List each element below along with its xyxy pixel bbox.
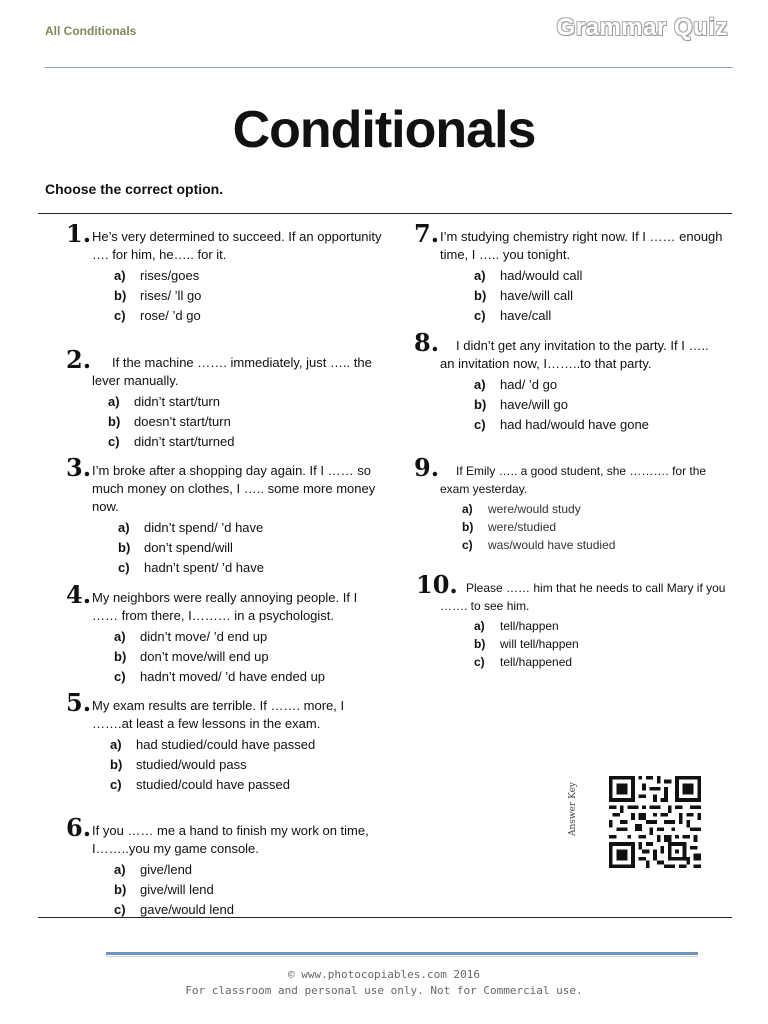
- option[interactable]: [474, 415, 725, 435]
- question-stem: I’m broke after a shopping day again. If I …… so much money on clothes, I ….. some more money now.: [92, 463, 376, 514]
- option-letter: a): [108, 394, 120, 409]
- footer-copyright: © www.photocopiables.com 2016: [287, 968, 481, 981]
- option-text: didn’t move/ ’d end up: [140, 629, 268, 644]
- option[interactable]: [108, 432, 382, 452]
- option-text: didn’t start/turned: [134, 434, 235, 449]
- question-number: 1.: [66, 219, 92, 248]
- question-stem: I’m studying chemistry right now. If I …… enough time, I ….. you tonight.: [440, 229, 723, 262]
- option-letter: c): [110, 777, 122, 792]
- option-letter: c): [114, 902, 126, 917]
- question-number: 7.: [414, 219, 440, 248]
- instruction: Choose the correct option.: [45, 181, 224, 197]
- option-text: hadn’t moved/ ’d have ended up: [140, 669, 326, 684]
- option[interactable]: [114, 667, 382, 687]
- option[interactable]: [108, 392, 382, 412]
- option-text: had had/would have gone: [500, 417, 649, 432]
- question-5: [66, 688, 382, 795]
- question-10: [416, 570, 730, 671]
- option-text: didn’t start/turn: [134, 394, 220, 409]
- option[interactable]: [118, 558, 382, 578]
- option-text: had studied/could have passed: [136, 737, 316, 752]
- question-number: 10.: [416, 570, 458, 599]
- option-text: have/will go: [500, 397, 568, 412]
- option-letter: c): [108, 434, 120, 449]
- option-text: rose/ ’d go: [140, 308, 201, 323]
- option-letter: a): [474, 268, 486, 283]
- question-9: [414, 453, 730, 554]
- bottom-rule: [38, 917, 732, 918]
- option-letter: c): [118, 560, 130, 575]
- option-text: doesn’t start/turn: [134, 414, 231, 429]
- option[interactable]: [474, 375, 725, 395]
- question-stem: He’s very determined to succeed. If an opportunity …. for him, he….. for it.: [92, 229, 382, 262]
- top-rule: [38, 213, 732, 214]
- option-text: were/studied: [488, 520, 557, 534]
- option-letter: b): [114, 649, 127, 664]
- question-number: 2.: [66, 345, 92, 374]
- footer-bar: [106, 952, 698, 955]
- option-letter: a): [114, 629, 126, 644]
- option[interactable]: [462, 518, 730, 536]
- option-letter: b): [114, 882, 127, 897]
- option[interactable]: [118, 518, 382, 538]
- option[interactable]: [108, 412, 382, 432]
- option[interactable]: [114, 880, 382, 900]
- option-letter: c): [474, 417, 486, 432]
- option[interactable]: [474, 266, 725, 286]
- option[interactable]: [114, 647, 382, 667]
- footer-bar-shadow: [106, 956, 698, 957]
- option-letter: c): [474, 308, 486, 323]
- question-8: [414, 328, 725, 435]
- question-stem: Please …… him that he needs to call Mary if you ……. to see him.: [440, 581, 726, 613]
- option-letter: a): [114, 862, 126, 877]
- option[interactable]: [474, 617, 730, 635]
- option[interactable]: [114, 306, 382, 326]
- option[interactable]: [114, 627, 382, 647]
- option-text: were/would study: [488, 502, 581, 516]
- option-text: give/will lend: [140, 882, 214, 897]
- question-stem: If the machine ……. immediately, just ….. the lever manually.: [92, 355, 372, 388]
- option-text: had/would call: [500, 268, 583, 283]
- option-text: have/call: [500, 308, 552, 323]
- question-stem: My neighbors were really annoying people. If I …… from there, I……… in a psychologist.: [92, 590, 358, 623]
- option-text: had/ ’d go: [500, 377, 558, 392]
- option-text: have/will call: [500, 288, 573, 303]
- option-text: studied/would pass: [136, 757, 247, 772]
- option-letter: b): [474, 288, 487, 303]
- option-letter: a): [118, 520, 130, 535]
- option[interactable]: [474, 653, 730, 671]
- option[interactable]: [110, 755, 382, 775]
- option-letter: a): [462, 502, 473, 516]
- option[interactable]: [474, 306, 725, 326]
- option-letter: c): [114, 669, 126, 684]
- option-letter: b): [118, 540, 131, 555]
- option[interactable]: [474, 635, 730, 653]
- option-letter: b): [108, 414, 121, 429]
- question-stem: My exam results are terrible. If ……. more, I …….at least a few lessons in the exam.: [92, 698, 345, 731]
- option-text: studied/could have passed: [136, 777, 290, 792]
- option[interactable]: [474, 395, 725, 415]
- option[interactable]: [118, 538, 382, 558]
- question-2: [66, 345, 382, 452]
- option-text: don’t move/will end up: [140, 649, 269, 664]
- option-text: give/lend: [140, 862, 193, 877]
- option[interactable]: [462, 536, 730, 554]
- question-4: [66, 580, 382, 687]
- option-letter: b): [114, 288, 127, 303]
- question-6: [66, 813, 382, 920]
- option-letter: c): [114, 308, 126, 323]
- option-letter: a): [110, 737, 122, 752]
- option-letter: a): [474, 619, 485, 633]
- question-stem: If you …… me a hand to finish my work on time, I……..you my game console.: [92, 823, 369, 856]
- option-text: rises/ ’ll go: [140, 288, 202, 303]
- question-3: [66, 453, 382, 578]
- option-letter: c): [474, 655, 485, 669]
- qr-code-icon[interactable]: [606, 776, 704, 868]
- option-text: gave/would lend: [140, 902, 234, 917]
- question-stem: I didn’t get any invitation to the party. If I ….. an invitation now, I……..to that party.: [440, 338, 709, 371]
- header-right-label: Grammar Quiz: [556, 14, 728, 41]
- option-letter: b): [474, 397, 487, 412]
- option-text: will tell/happen: [500, 637, 579, 651]
- option-text: didn’t spend/ ’d have: [144, 520, 264, 535]
- question-number: 4.: [66, 580, 92, 609]
- question-stem: If Emily ….. a good student, she ………. for the exam yesterday.: [440, 464, 707, 496]
- question-7: [414, 219, 725, 326]
- question-number: 3.: [66, 453, 92, 482]
- header-divider: [45, 67, 733, 68]
- option-text: rises/goes: [140, 268, 200, 283]
- footer-usage-note: For classroom and personal use only. Not for Commercial use.: [185, 984, 583, 997]
- question-number: 5.: [66, 688, 92, 717]
- header-left-label: All Conditionals: [45, 24, 137, 38]
- option[interactable]: [110, 775, 382, 795]
- answer-key-label: Answer Key: [568, 782, 578, 836]
- option[interactable]: [474, 286, 725, 306]
- page-title: Conditionals: [232, 101, 536, 159]
- option[interactable]: [114, 286, 382, 306]
- option-text: tell/happened: [500, 655, 573, 669]
- option-letter: a): [114, 268, 126, 283]
- option-letter: b): [462, 520, 474, 534]
- option-text: hadn’t spent/ ’d have: [144, 560, 264, 575]
- option-text: was/would have studied: [488, 538, 616, 552]
- question-number: 9.: [414, 453, 440, 482]
- option[interactable]: [114, 860, 382, 880]
- question-number: 6.: [66, 813, 92, 842]
- question-1: [66, 219, 382, 326]
- option-letter: a): [474, 377, 486, 392]
- option[interactable]: [462, 500, 730, 518]
- option[interactable]: [110, 735, 382, 755]
- question-number: 8.: [414, 328, 440, 357]
- option-letter: b): [110, 757, 123, 772]
- option-letter: c): [462, 538, 473, 552]
- option-letter: b): [474, 637, 486, 651]
- option[interactable]: [114, 266, 382, 286]
- option-text: tell/happen: [500, 619, 559, 633]
- option-text: don’t spend/will: [144, 540, 233, 555]
